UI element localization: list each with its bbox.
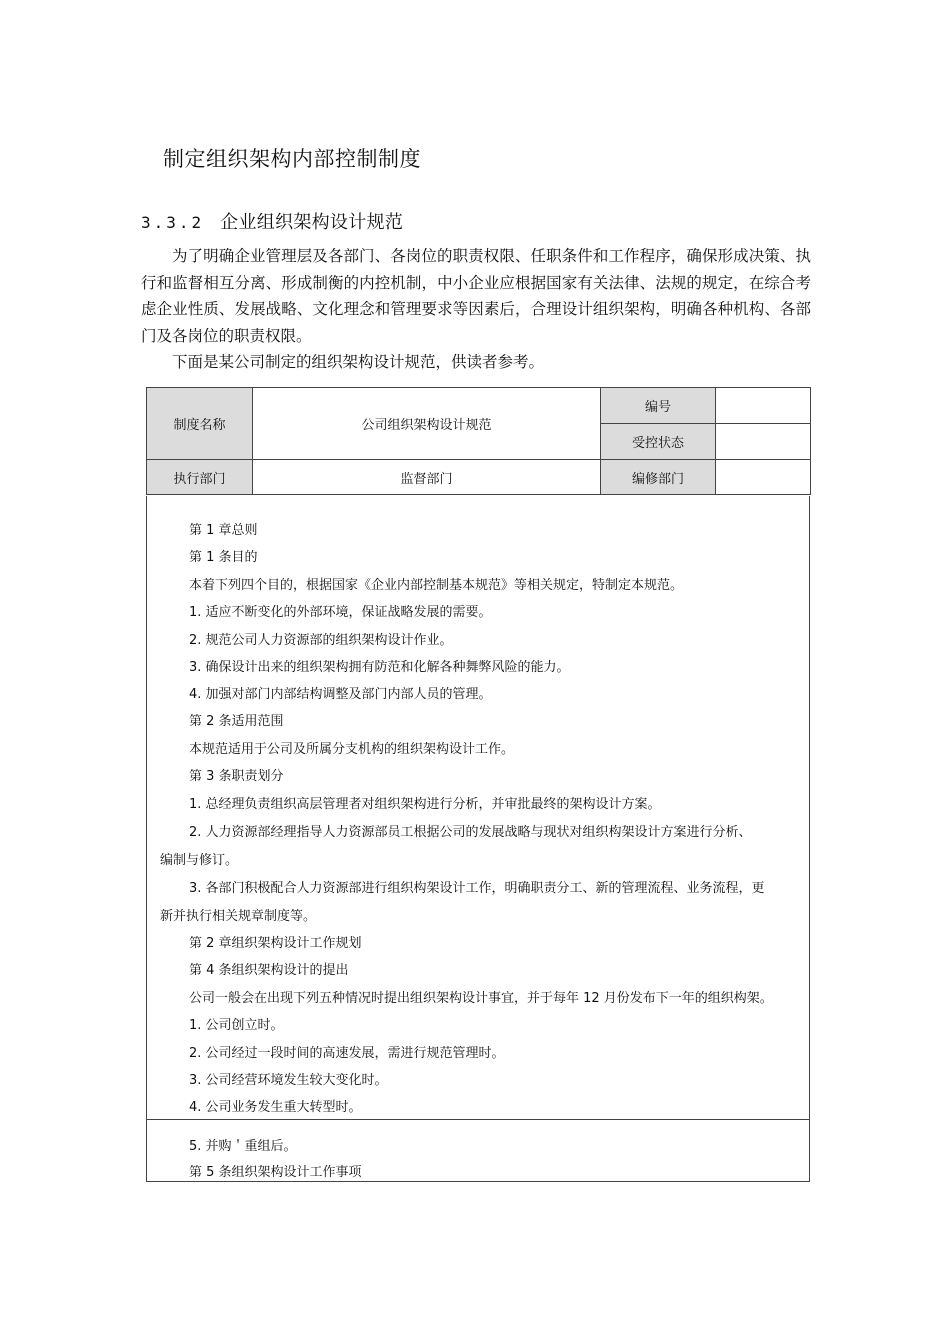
content-line: 本着下列四个目的，根据国家《企业内部控制基本规范》等相关规定，特制定本规范。 xyxy=(189,578,684,593)
page-title: 制定组织架构内部控制制度 xyxy=(163,147,421,171)
list-item: 1. 总经理负责组织高层管理者对组织架构进行分析，并审批最终的架构设计方案。 xyxy=(189,797,661,812)
intro-text xyxy=(141,243,811,376)
control-status-value xyxy=(716,424,811,460)
intro-paragraph-1: 为了明确企业管理层及各部门、各岗位的职责权限、任职条件和工作程序，确保形成决策、执行和监督相互分离、形成制衡的内控机制，中小企业应根据国家有关法律、法规的规定，在综合考虑企业性质、发展战略、文化理念和管理要求等因素后，合理设计组织架构，明确各种机构、各部门及各岗位的职责权限。 xyxy=(141,247,811,345)
chapter-heading: 第 1 章总则 xyxy=(189,523,258,538)
list-item: 2. 人力资源部经理指导人力资源部员工根据公司的发展战略与现状对组织构架设计方案进行分析、 xyxy=(189,825,752,840)
article-heading: 第 3 条职责划分 xyxy=(189,769,284,784)
executing-dept-label: 执行部门 xyxy=(147,460,253,495)
list-item-continuation: 编制与修订。 xyxy=(160,853,239,868)
list-item: 1. 适应不断变化的外部环境，保证战略发展的需要。 xyxy=(189,605,492,620)
editing-dept-value xyxy=(716,460,811,495)
list-item: 4. 公司业务发生重大转型时。 xyxy=(189,1100,362,1115)
article-heading: 第 1 条目的 xyxy=(189,550,258,565)
code-label: 编号 xyxy=(601,388,716,424)
list-item: 3. 公司经营环境发生较大变化时。 xyxy=(189,1073,388,1088)
intro-paragraph-2: 下面是某公司制定的组织架构设计规范，供读者参考。 xyxy=(172,353,545,371)
list-item: 1. 公司创立时。 xyxy=(189,1018,284,1033)
control-status-label: 受控状态 xyxy=(601,424,716,460)
list-item: 4. 加强对部门内部结构调整及部门内部人员的管理。 xyxy=(189,687,492,702)
list-item-continuation: 新并执行相关规章制度等。 xyxy=(160,909,317,924)
executing-dept-value: 监督部门 xyxy=(253,460,601,495)
article-heading: 第 2 条适用范围 xyxy=(189,714,284,729)
code-value xyxy=(716,388,811,424)
list-item: 2. 规范公司人力资源部的组织架构设计作业。 xyxy=(189,633,453,648)
section-heading xyxy=(141,208,403,234)
list-item: 5. 并购＇重组后。 xyxy=(189,1139,297,1154)
article-heading: 第 4 条组织架构设计的提出 xyxy=(189,963,349,978)
list-item: 3. 各部门积极配合人力资源部进行组织构架设计工作，明确职责分工、新的管理流程、业务流程，更 xyxy=(189,881,765,896)
list-item: 2. 公司经过一段时间的高速发展，需进行规范管理时。 xyxy=(189,1046,505,1061)
content-line: 公司一般会在出现下列五种情况时提出组织架构设计事宜，并于每年 12 月份发布下一年的组织构架。 xyxy=(189,991,773,1006)
regulation-name-label: 制度名称 xyxy=(147,388,253,460)
chapter-heading: 第 2 章组织架构设计工作规划 xyxy=(189,936,362,951)
editing-dept-label: 编修部门 xyxy=(601,460,716,495)
regulation-name-value: 公司组织架构设计规范 xyxy=(253,388,601,460)
section-title: 企业组织架构设计规范 xyxy=(220,212,404,233)
list-item: 3. 确保设计出来的组织架构拥有防范和化解各种舞弊风险的能力。 xyxy=(189,660,570,675)
regulation-header-table xyxy=(146,387,811,495)
content-line: 本规范适用于公司及所属分支机构的组织架构设计工作。 xyxy=(189,742,515,757)
section-number: 3.3.2 xyxy=(141,213,205,232)
article-heading: 第 5 条组织架构设计工作事项 xyxy=(189,1165,362,1180)
